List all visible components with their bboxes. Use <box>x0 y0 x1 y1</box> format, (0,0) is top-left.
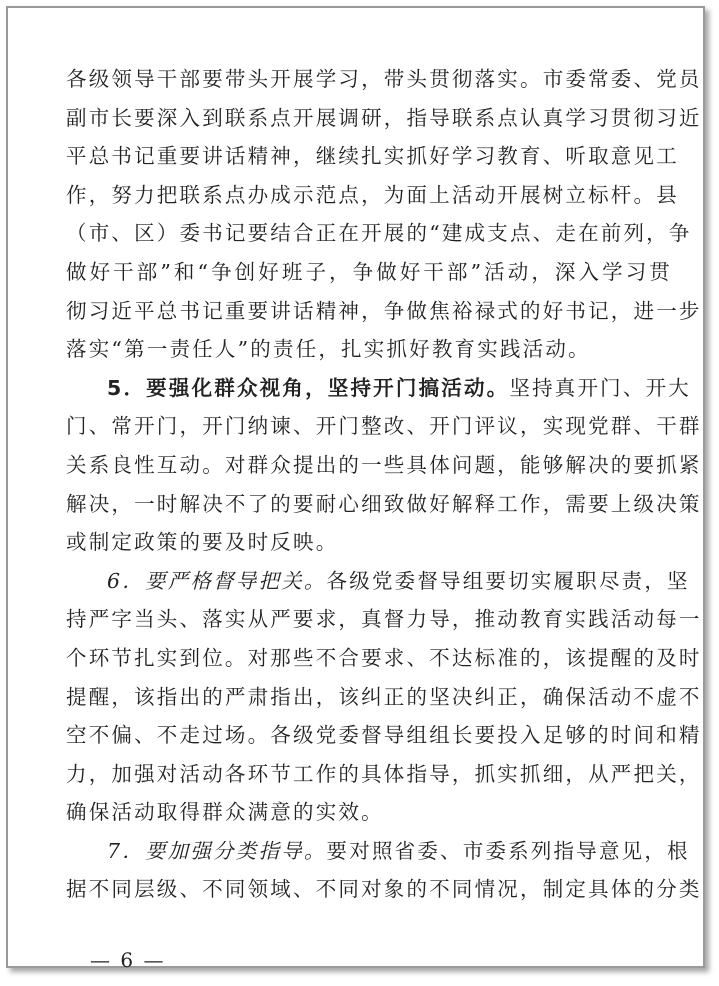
paragraph-heading: 7．要加强分类指导。 <box>107 838 327 863</box>
paragraph-heading: 5．要强化群众视角，坚持开门搞活动。 <box>107 375 510 400</box>
text-line <box>66 99 702 138</box>
text-line <box>66 369 691 408</box>
text-line <box>66 253 672 292</box>
text-line <box>66 485 702 524</box>
line-text: 各级党委督导组要切实履职尽责，坚 <box>326 568 690 593</box>
paragraph <box>66 562 702 832</box>
line-text: 坚持真开门、开大 <box>509 375 691 400</box>
line-text: 作，努力把联系点办成示范点，为面上活动开展树立标杆。县 <box>66 182 679 207</box>
line-text: 据不同层级、不同领域、不同对象的不同情况，制定具体的分类 <box>66 877 702 902</box>
line-text: 做好干部”和“争创好班子，争做好干部”活动，深入学习贯 <box>66 259 672 284</box>
line-text: 平总书记重要讲话精神，继续扎实抓好学习教育、听取意见工 <box>66 144 679 169</box>
text-line <box>66 176 679 215</box>
text-line <box>66 600 702 639</box>
text-line <box>66 292 702 331</box>
line-text: 确保活动取得群众满意的实效。 <box>66 800 384 825</box>
paragraph-heading: 6．要严格督导把关。 <box>107 568 327 593</box>
text-line <box>66 639 702 678</box>
text-line <box>66 214 692 253</box>
line-text: 各级领导干部要带头开展学习，带头贯彻落实。市委常委、党员 <box>66 67 702 91</box>
text-line <box>66 562 690 601</box>
paragraph <box>66 60 702 369</box>
text-line <box>66 407 702 446</box>
line-text: 个环节扎实到位。对那些不合要求、不达标准的，该提醒的及时 <box>66 645 702 670</box>
text-line <box>66 330 672 369</box>
document-page <box>6 6 705 972</box>
text-line <box>66 716 702 755</box>
body-text <box>66 60 702 909</box>
line-text: 落实“第一责任人”的责任，扎实抓好教育实践活动。 <box>66 337 591 362</box>
line-text: 彻习近平总书记重要讲话精神，争做焦裕禄式的好书记，进一步 <box>66 298 702 323</box>
line-text: 要对照省委、市委系列指导意见，根 <box>326 838 690 863</box>
line-text: 持严字当头、落实从严要求，真督力导，推动教育实践活动每一 <box>66 607 702 632</box>
line-text: 关系良性互动。对群众提出的一些具体问题，能够解决的要抓紧 <box>66 452 702 477</box>
text-line <box>66 755 702 794</box>
paragraph <box>66 369 702 562</box>
line-text: 副市长要深入到联系点开展调研，指导联系点认真学习贯彻习近 <box>66 105 702 130</box>
text-line <box>66 523 672 562</box>
text-line <box>66 870 702 909</box>
line-text: 解决，一时解决不了的要耐心细致做好解释工作，需要上级决策 <box>66 491 702 516</box>
text-line <box>66 446 702 485</box>
text-line <box>66 832 690 871</box>
text-line <box>66 793 672 832</box>
line-text: 力，加强对活动各环节工作的具体指导，抓实抓细，从严把关， <box>66 761 702 786</box>
page-number: — 6 — <box>90 948 166 972</box>
line-text: 提醒，该指出的严肃指出，该纠正的坚决纠正，确保活动不虚不 <box>66 684 702 709</box>
line-text: 或制定政策的要及时反映。 <box>66 530 339 555</box>
line-text: （市、区）委书记要结合正在开展的“建成支点、走在前列，争 <box>66 221 692 246</box>
text-line <box>66 137 679 176</box>
line-text: 空不偏、不走过场。各级党委督导组组长要投入足够的时间和精 <box>66 723 702 748</box>
line-text: 门、常开门，开门纳谏、开门整改、开门评议，实现党群、干群 <box>66 414 702 439</box>
text-line <box>66 60 702 99</box>
paragraph <box>66 832 702 909</box>
text-line <box>66 678 702 717</box>
